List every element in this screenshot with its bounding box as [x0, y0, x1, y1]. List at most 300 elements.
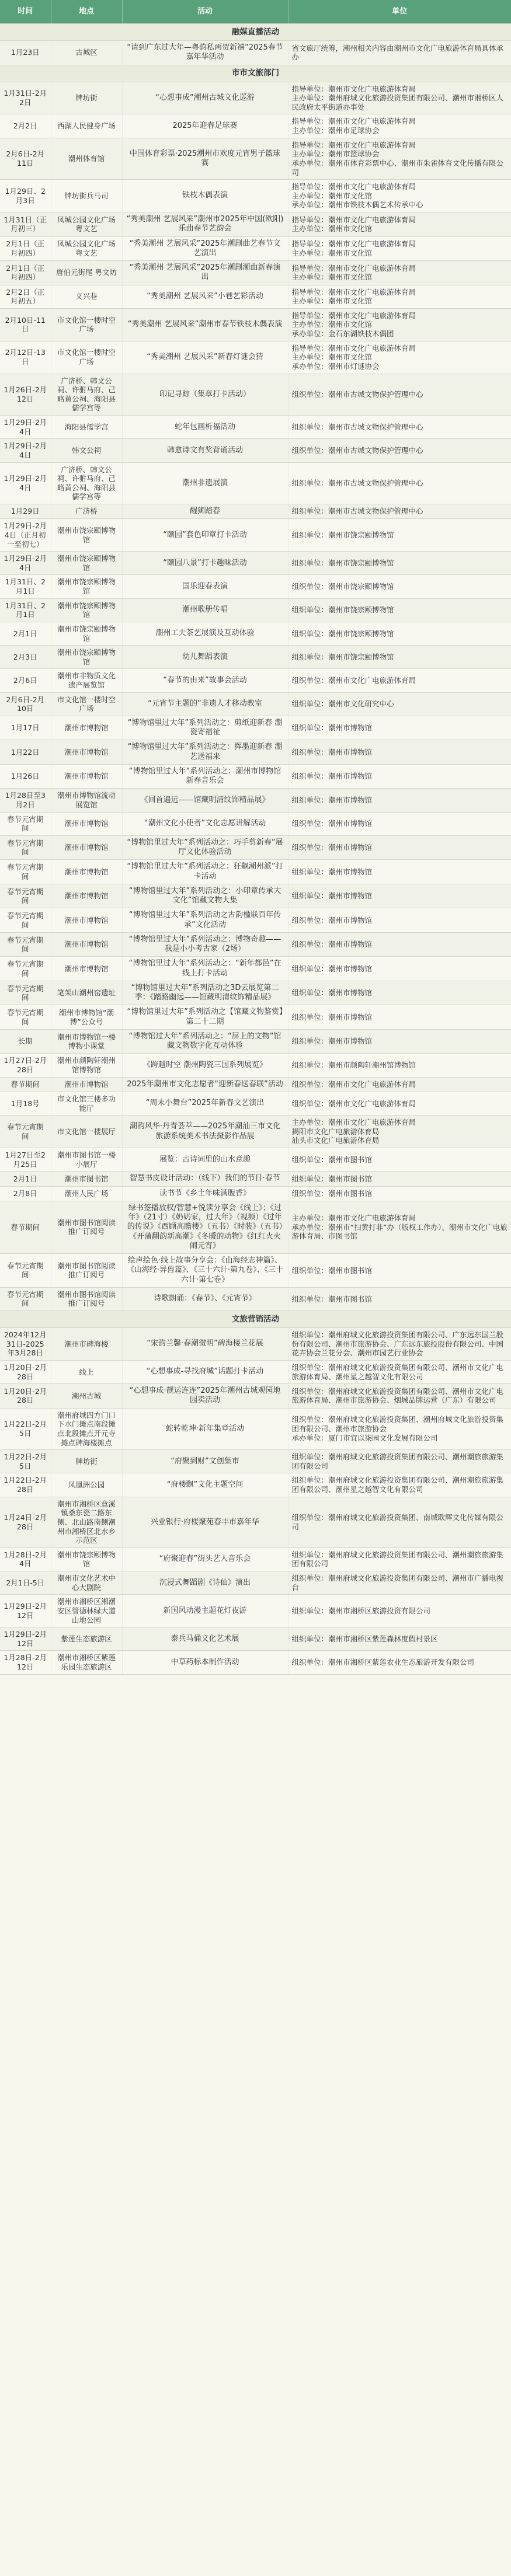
cell-event: 智慧书皮设计活动：（线下）我们的节日·春节 — [122, 1172, 288, 1186]
cell-place: 潮州市博物馆 — [51, 860, 122, 884]
cell-time: 1月27日-2月28日 — [0, 1054, 51, 1077]
cell-place: 潮州市颜陶轩潮州馆博物馆 — [51, 1054, 122, 1077]
cell-event: “秀美潮州 艺展风采”2025年潮剧曲艺春节文艺演出 — [122, 236, 288, 261]
cell-time: 1月31日（正月初三） — [0, 212, 51, 237]
table-row — [0, 82, 511, 114]
cell-event: 沉浸式舞蹈剧《诗仙》演出 — [122, 1571, 288, 1595]
cell-place: 潮州古城 — [51, 1384, 122, 1409]
table-row — [0, 908, 511, 933]
table-row — [0, 416, 511, 439]
cell-unit: 组织单位：潮州市文化广电旅游体育局 — [288, 1092, 511, 1115]
cell-event: “周末小舞台”2025年新春文艺演出 — [122, 1092, 288, 1115]
cell-place: 潮州市博物馆 — [51, 1077, 122, 1092]
table-row — [0, 1360, 511, 1383]
cell-place: 古城区 — [51, 41, 122, 65]
cell-place: 牌坊街 — [51, 82, 122, 114]
cell-event: 潮州工夫茶艺展演及互动体验 — [122, 622, 288, 645]
cell-time: 春节元宵期间 — [0, 812, 51, 835]
cell-time: 春节元宵期间 — [0, 835, 51, 860]
table-row — [0, 692, 511, 716]
cell-event: 2025年迎春足球赛 — [122, 114, 288, 138]
table-row — [0, 439, 511, 462]
cell-time: 1月31日-2月2日 — [0, 82, 51, 114]
section-header — [0, 1311, 511, 1328]
table-row — [0, 1186, 511, 1201]
cell-time: 2月1日 — [0, 622, 51, 645]
cell-time: 2月1日-5日 — [0, 1571, 51, 1595]
cell-event: “秀美潮州 艺展风采”新春灯谜会猜 — [122, 341, 288, 374]
cell-place: 韩文公祠 — [51, 439, 122, 462]
cell-place: 潮州市图书馆阅读推广订阅号 — [51, 1254, 122, 1288]
cell-unit: 指导单位：潮州市文化广电旅游体育局 主办单位：潮州市文化馆 — [288, 261, 511, 285]
table-row — [0, 1172, 511, 1186]
cell-unit: 组织单位：潮州市博物馆 — [288, 1005, 511, 1030]
table-row — [0, 1497, 511, 1547]
cell-time: 1月26日 — [0, 764, 51, 789]
table-row — [0, 1029, 511, 1054]
table-row — [0, 308, 511, 341]
cell-unit: 组织单位：潮州市文化广电旅游体育局 — [288, 669, 511, 692]
cell-time: 1月29日-2月4日 — [0, 462, 51, 504]
table-row — [0, 519, 511, 552]
cell-event: 中草药标本制作活动 — [122, 1651, 288, 1674]
cell-place: 潮州市博物馆 — [51, 835, 122, 860]
cell-unit: 组织单位：潮州市博物馆 — [288, 981, 511, 1005]
table-row — [0, 138, 511, 180]
table-row — [0, 236, 511, 261]
cell-place: 潮州市碑海楼 — [51, 1328, 122, 1361]
table-row — [0, 1148, 511, 1172]
cell-event: “博物馆里过大年”系列活动之：“新年都邑”在线上打卡活动 — [122, 957, 288, 981]
table-row — [0, 1651, 511, 1674]
cell-event: “颐园八景”打卡趣味活动 — [122, 552, 288, 575]
cell-time: 2月10日-11日 — [0, 308, 51, 341]
cell-unit: 组织单位：潮州市古城文物保护管理中心 — [288, 462, 511, 504]
cell-unit: 指导单位：潮州市文化广电旅游体育局 主办单位：潮州市足球协会 — [288, 114, 511, 138]
cell-event: 绘声绘色·线上故事分享会：《山海经志神篇》、《山海经·异兽篇》、《三十六计·第九卷》、《三十六计·第七卷》 — [122, 1254, 288, 1288]
cell-unit: 组织单位：潮州市博物馆 — [288, 812, 511, 835]
cell-place: 市文化馆一楼时空广场 — [51, 341, 122, 374]
cell-unit: 组织单位：潮州市文化研究中心 — [288, 692, 511, 716]
cell-place: 广济桥 — [51, 504, 122, 519]
cell-event: “秀美潮州 艺展风采”潮州市春节铁枝木偶表演 — [122, 308, 288, 341]
cell-place: 潮州市博物馆 — [51, 957, 122, 981]
table-row — [0, 1092, 511, 1115]
cell-time: 2月6日-2月10日 — [0, 692, 51, 716]
table-row — [0, 646, 511, 669]
cell-unit: 组织单位：潮州市图书馆 — [288, 1254, 511, 1288]
header-event: 活动 — [122, 0, 288, 24]
cell-unit: 组织单位：潮州市饶宗颐博物馆 — [288, 575, 511, 598]
cell-place: 市文化馆三楼多功能厅 — [51, 1092, 122, 1115]
table-row — [0, 812, 511, 835]
cell-unit: 组织单位：潮州市博物馆 — [288, 884, 511, 908]
cell-time: 1月29日-2月4日 — [0, 416, 51, 439]
table-row — [0, 180, 511, 212]
cell-time: 1月28日至3月2日 — [0, 789, 51, 812]
cell-place: 潮州市湘桥区湘潮安区管德林绿大道山地公园 — [51, 1595, 122, 1627]
cell-unit: 指导单位：潮州市文化广电旅游体育局 主办单位：潮州市文化馆 — [288, 236, 511, 261]
cell-unit: 组织单位：潮州府城文化旅游投资集团、潮州府城文化旅游投资集团有限公司、潮州市旅游协会 承办单位：厦门市宜以柒园文化发展有限公司 — [288, 1408, 511, 1450]
cell-unit: 组织单位：潮州府城文化旅游投资集团有限公司、潮州潮旅旅游集团有限公司 — [288, 1547, 511, 1571]
table-row — [0, 957, 511, 981]
cell-unit: 组织单位：潮州市饶宗颐博物馆 — [288, 598, 511, 622]
cell-place: 紫莲生态旅游区 — [51, 1627, 122, 1651]
cell-unit: 组织单位：潮州市湘桥区紫莲森林度假村景区 — [288, 1627, 511, 1651]
cell-time: 春节元宵期间 — [0, 1116, 51, 1148]
cell-event: 新国风动漫主题花灯夜游 — [122, 1595, 288, 1627]
cell-place: 潮州市博物馆 — [51, 740, 122, 765]
cell-time: 2月1日（正月初四） — [0, 261, 51, 285]
cell-unit: 组织单位：潮州市饶宗颐博物馆 — [288, 646, 511, 669]
cell-time: 长期 — [0, 1029, 51, 1054]
cell-place: 线上 — [51, 1360, 122, 1383]
table-row — [0, 1571, 511, 1595]
cell-event: “博物馆里过大年”系列活动之：挥墨迎新春 潮艺送福来 — [122, 740, 288, 765]
cell-unit: 指导单位：潮州市文化广电旅游体育局 主办单位：潮州市文化馆 承办单位：潮州市灯谜协会 — [288, 341, 511, 374]
cell-event: 潮州歌册传唱 — [122, 598, 288, 622]
cell-event: 潮韵风华·丹青荟萃——2025年潮汕三市文化旅游系统美术书法摄影作品展 — [122, 1116, 288, 1148]
cell-unit: 组织单位：潮州市博物馆 — [288, 835, 511, 860]
cell-time: 春节元宵期间 — [0, 1287, 51, 1310]
cell-unit: 组织单位：潮州市博物馆 — [288, 789, 511, 812]
cell-time: 1月29日-2月12日 — [0, 1627, 51, 1651]
cell-time: 1月29日-2月4日 — [0, 439, 51, 462]
cell-unit: 组织单位：潮州府城文化旅游投资集团有限公司、潮州市广播电视台 — [288, 1571, 511, 1595]
cell-place: 潮州市饶宗颐博物馆 — [51, 519, 122, 552]
cell-place: 潮州市湘桥区意溪镇桑东瓷二路东侧、北山路南侧潮州市湘桥区北水乡示范区 — [51, 1497, 122, 1547]
cell-unit: 组织单位：潮州府城文化旅游投资集团有限公司、潮州潮旅旅游集团有限公司 — [288, 1450, 511, 1473]
cell-time: 春节元宵期间 — [0, 1254, 51, 1288]
table-row — [0, 932, 511, 957]
cell-place: 潮州市饶宗颐博物馆 — [51, 646, 122, 669]
table-row — [0, 1408, 511, 1450]
cell-place: 潮州市博物馆一楼博物小课堂 — [51, 1029, 122, 1054]
cell-time: 1月28日-2月12日 — [0, 1651, 51, 1674]
table-row — [0, 1450, 511, 1473]
cell-place: 潮州市博物馆 — [51, 884, 122, 908]
cell-unit: 组织单位：潮州府城文化旅游投资集团有限公司、潮州潮旅旅游集团有限公司、潮州星之越智文化有限公司 — [288, 1473, 511, 1497]
cell-unit: 指导单位：潮州市文化广电旅游体育局 主办单位：潮州府城文化旅游投资集团有限公司、潮州市湘桥区人民政府太平街道办事处 — [288, 82, 511, 114]
table-row — [0, 1287, 511, 1310]
cell-place: 潮州市博物馆“潮博”公众号 — [51, 1005, 122, 1030]
cell-unit: 组织单位：潮州府城文化旅游投资集团有限公司、广东远东国兰股份有限公司、潮州市旅游协会、广东远东旅投股份有限公司、中国花卉协会兰花分会、潮州市园艺行业协会 — [288, 1328, 511, 1361]
cell-unit: 指导单位：潮州市文化广电旅游体育局 主办单位：潮州市文化馆 — [288, 212, 511, 237]
cell-place: 潮州市图书馆阅读推广订阅号 — [51, 1201, 122, 1253]
table-row — [0, 114, 511, 138]
table-row — [0, 212, 511, 237]
cell-place: 牌坊街兵马司 — [51, 180, 122, 212]
cell-place: 潮州市博物馆流动展览馆 — [51, 789, 122, 812]
cell-event: 韩愈诗文有奖背诵活动 — [122, 439, 288, 462]
cell-event: 醒狮踏春 — [122, 504, 288, 519]
section-header — [0, 65, 511, 82]
cell-time: 春节期间 — [0, 1201, 51, 1253]
cell-event: “博物馆里过大年”系列活动之：小印章传承大文化”馆藏文物大集 — [122, 884, 288, 908]
table-row — [0, 1384, 511, 1409]
cell-place: 潮州市图书馆阅读推广订阅号 — [51, 1287, 122, 1310]
cell-time: 1月29日-2月4日（正月初一至初七） — [0, 519, 51, 552]
table-row — [0, 860, 511, 884]
cell-time: 春节元宵期间 — [0, 1005, 51, 1030]
cell-event: “博物馆里过大年”系列活动之3D云展览第二季：《踏路幽远——馆藏明清纹饰精品展》 — [122, 981, 288, 1005]
cell-place: 广济桥、韩文公祠、许驸马府、己略黄公祠、海阳县儒学宫等 — [51, 374, 122, 416]
cell-time: 1月20日-2月28日 — [0, 1360, 51, 1383]
table-row — [0, 740, 511, 765]
cell-place: 潮州市非物质文化遗产展览馆 — [51, 669, 122, 692]
cell-unit: 组织单位：潮州市图书馆 — [288, 1148, 511, 1172]
cell-unit: 组织单位：潮州市博物馆 — [288, 860, 511, 884]
cell-place: 西湖人民健身广场 — [51, 114, 122, 138]
cell-unit: 组织单位：潮州市湘桥区旅游投资有限公司 — [288, 1595, 511, 1627]
cell-time: 1月29日 — [0, 504, 51, 519]
cell-unit: 组织单位：潮州市图书馆 — [288, 1287, 511, 1310]
cell-event: “博物馆过大年”系列活动之：“屏上的文物”馆藏文物数字化互动体验 — [122, 1029, 288, 1054]
cell-event: “府聚迎春”街头艺人音乐会 — [122, 1547, 288, 1571]
cell-event: “请到广东过大年—粤韵私两贺新禧”2025春节嘉年华活动 — [122, 41, 288, 65]
cell-unit: 主办单位：潮州市文化广电旅游体育局 承办单位：潮州市“扫黄打非”办（版权工作办）、潮州市文化广电旅游体育局、市图书馆 — [288, 1201, 511, 1253]
cell-time: 2月1日（正月初四） — [0, 236, 51, 261]
cell-place: 市文化馆一楼时空广场 — [51, 692, 122, 716]
cell-time: 1月17日 — [0, 716, 51, 740]
cell-event: 绿书签播放权/智慧+悦读分享会《线上》；《过年》（21寸）《奶奶家，过大年》（视频）《过年的传说》《西顾高瞻楼》（五书）《时装》（五书）《开蒲翻韵新高潮》《冬暖的动物》《红红火火闹元宵》 — [122, 1201, 288, 1253]
cell-unit: 组织单位：潮州市文化广电旅游体育局 — [288, 1077, 511, 1092]
cell-place: 潮州市博物馆 — [51, 908, 122, 933]
table-row — [0, 261, 511, 285]
cell-event: 国乐迎春表演 — [122, 575, 288, 598]
cell-place: 潮州市饶宗颐博物馆 — [51, 1547, 122, 1571]
cell-event: “潮州文化小使者”文化志愿讲解活动 — [122, 812, 288, 835]
cell-unit: 组织单位：潮州市博物馆 — [288, 740, 511, 765]
cell-event: “博物馆里过大年”系列活动之：狂飙潮州派”打卡活动 — [122, 860, 288, 884]
cell-time: 1月28日-2月4日 — [0, 1547, 51, 1571]
cell-place: 潮州市饶宗颐博物馆 — [51, 622, 122, 645]
cell-time: 1月18号 — [0, 1092, 51, 1115]
table-row — [0, 1077, 511, 1092]
cell-time: 2月2日（正月初五） — [0, 285, 51, 308]
table-row — [0, 374, 511, 416]
cell-unit: 组织单位：潮州市饶宗颐博物馆 — [288, 622, 511, 645]
table-row — [0, 552, 511, 575]
cell-event: “府聚到财”文创集市 — [122, 1450, 288, 1473]
cell-time: 春节期间 — [0, 1077, 51, 1092]
cell-place: 凤城公园文化广场 粤文艺 — [51, 212, 122, 237]
cell-event: 《回首遍远——馆藏明清纹饰精品展》 — [122, 789, 288, 812]
table-row — [0, 669, 511, 692]
cell-unit: 组织单位：潮州市古城文物保护管理中心 — [288, 416, 511, 439]
cell-place: 潮州府城四方门口下水门摊点南段摊点北段摊点开元寺摊点碑海楼摊点 — [51, 1408, 122, 1450]
table-row — [0, 1254, 511, 1288]
cell-unit: 组织单位：潮州市图书馆 — [288, 1172, 511, 1186]
cell-place: 凤城公园文化广场 粤文艺 — [51, 236, 122, 261]
cell-place: 潮州市博物馆 — [51, 764, 122, 789]
cell-unit: 指导单位：潮州市文化广电旅游体育局 主办单位：潮州市文化馆 承办单位：潮州市铁枝木偶艺术传承中心 — [288, 180, 511, 212]
table-header — [0, 0, 511, 24]
table-row — [0, 1328, 511, 1361]
cell-place: 潮州人民广场 — [51, 1186, 122, 1201]
cell-event: “博物馆里过大年”系列活动之【馆藏文物鉴赏】第二十二期 — [122, 1005, 288, 1030]
table-row — [0, 1005, 511, 1030]
cell-event: 印记寻踪（集章打卡活动） — [122, 374, 288, 416]
cell-event: “博物馆里过大年”系列活动之：博物奇趣——我是小小考古家（2场） — [122, 932, 288, 957]
table-row — [0, 1595, 511, 1627]
cell-time: 2月8日 — [0, 1186, 51, 1201]
table-row — [0, 981, 511, 1005]
cell-unit: 主办单位：潮州市文化广电旅游体育局 揭阳市文化广电旅游体育局 汕头市文化广电旅游体育局 — [288, 1116, 511, 1148]
cell-unit: 指导单位：潮州市文化广电旅游体育局 主办单位：潮州市篮球协会 承办单位：潮州市体育彩票中心、潮州市朱雀体育文化传播有限公司 — [288, 138, 511, 180]
section-title: 融媒直播活动 — [0, 24, 511, 41]
cell-event: “秀美潮州 艺展风采”2025年潮剧潮曲新春演出 — [122, 261, 288, 285]
cell-event: 蛇年包画析福活动 — [122, 416, 288, 439]
cell-time: 2月3日 — [0, 646, 51, 669]
cell-time: 春节元宵期间 — [0, 908, 51, 933]
cell-place: 海阳县儒学宫 — [51, 416, 122, 439]
cell-time: 1月22日-2月5日 — [0, 1408, 51, 1450]
cell-time: 1月22日-2月28日 — [0, 1473, 51, 1497]
table-row — [0, 835, 511, 860]
cell-event: 《跨越时空 潮州陶瓷三国系列展览》 — [122, 1054, 288, 1077]
cell-event: “博物馆里过大年”系列活动之：巧手剪新春”展厅文化体验活动 — [122, 835, 288, 860]
cell-place: 市文化馆一楼时空广场 — [51, 308, 122, 341]
cell-place: 市文化馆一楼展厅 — [51, 1116, 122, 1148]
cell-time: 2月2日 — [0, 114, 51, 138]
table-row — [0, 764, 511, 789]
cell-time: 1月24日-2月28日 — [0, 1497, 51, 1547]
cell-place: 广济桥、韩文公祠、许驸马府、己略黄公祠、海阳县儒学宫等 — [51, 462, 122, 504]
cell-time: 1月29日、2月3日 — [0, 180, 51, 212]
cell-time: 1月27日至2月25日 — [0, 1148, 51, 1172]
cell-event: “秀美潮州 艺展风采”潮州市2025年中国(欧阳)乐曲春节艺韵会 — [122, 212, 288, 237]
cell-event: “博物馆里过大年”系列活动之古韵楹联百年传承”文化活动 — [122, 908, 288, 933]
cell-place: 潮州市文化艺术中心大剧院 — [51, 1571, 122, 1595]
table-row — [0, 1116, 511, 1148]
cell-time: 春节元宵期间 — [0, 860, 51, 884]
cell-place: 义兴巷 — [51, 285, 122, 308]
cell-unit: 组织单位：潮州市博物馆 — [288, 716, 511, 740]
cell-unit: 省文旅厅统筹，潮州相关内容由潮州市文化广电旅游体育局具体承办 — [288, 41, 511, 65]
cell-event: 2025年潮州市文化志愿者“迎新春送春联”活动 — [122, 1077, 288, 1092]
cell-time: 1月22日 — [0, 740, 51, 765]
cell-event: “宋韵兰馨·春潮微明”碑海楼兰花展 — [122, 1328, 288, 1361]
table-row — [0, 1054, 511, 1077]
table-row — [0, 341, 511, 374]
cell-unit: 组织单位：潮州府城文化旅游投资集团有限公司、潮州市文化广电旅游体育局、潮州市旅游协会、烟城品牌运营（广东）有限公司 — [288, 1384, 511, 1409]
cell-place: 潮州市图书馆一楼小展厅 — [51, 1148, 122, 1172]
table-row — [0, 1627, 511, 1651]
table-row — [0, 716, 511, 740]
table-row — [0, 1473, 511, 1497]
cell-unit: 指导单位：潮州市文化广电旅游体育局 主办单位：潮州市文化馆 承办单位：金石东湖铁枝木偶团 — [288, 308, 511, 341]
cell-event: “心想事成·靓运连连”2025年潮州古城观园地园卖活动 — [122, 1384, 288, 1409]
cell-unit: 组织单位：潮州市饶宗颐博物馆 — [288, 519, 511, 552]
cell-event: “秀美潮州 艺展风采”小巷艺彩活动 — [122, 285, 288, 308]
table-row — [0, 622, 511, 645]
table-row — [0, 1201, 511, 1253]
table-row — [0, 41, 511, 65]
cell-time: 2月6日 — [0, 669, 51, 692]
table-row — [0, 575, 511, 598]
table-row — [0, 504, 511, 519]
cell-unit: 组织单位：潮州市古城文物保护管理中心 — [288, 439, 511, 462]
cell-unit: 组织单位：潮州府城文化旅游投资集团有限公司、潮州市文化广电旅游体育局、潮州星之越智文化有限公司 — [288, 1360, 511, 1383]
cell-place: 潮州市饶宗颐博物馆 — [51, 598, 122, 622]
cell-event: 蛇转乾坤·新年集章活动 — [122, 1408, 288, 1450]
cell-place: 潮州市博物馆 — [51, 812, 122, 835]
cell-event: “府楼飘”文化主题空间 — [122, 1473, 288, 1497]
table-body — [0, 24, 511, 1675]
cell-place: 唐伯元街尾 粤文坊 — [51, 261, 122, 285]
cell-event: 铁枝木偶表演 — [122, 180, 288, 212]
cell-unit: 组织单位：潮州市湘桥区紫莲农业生态旅游开发有限公司 — [288, 1651, 511, 1674]
cell-time: 1月22日-2月5日 — [0, 1450, 51, 1473]
cell-unit: 组织单位：潮州市颜陶轩潮州馆博物馆 — [288, 1054, 511, 1077]
table-row — [0, 1547, 511, 1571]
cell-time: 1月29日-2月4日 — [0, 552, 51, 575]
cell-time: 1月29日-2月12日 — [0, 1595, 51, 1627]
cell-event: 展览：古诗词里的山水意趣 — [122, 1148, 288, 1172]
cell-time: 2月1日 — [0, 1172, 51, 1186]
cell-unit: 组织单位：潮州府城文化旅游投资集团、南城欧辉文化传媒有限公司 — [288, 1497, 511, 1547]
header-time: 时间 — [0, 0, 51, 24]
cell-event: “颐园”套色印章打卡活动 — [122, 519, 288, 552]
table-row — [0, 285, 511, 308]
cell-place: 潮州市博物馆 — [51, 932, 122, 957]
table-row — [0, 598, 511, 622]
cell-place: 潮州市湘桥区紫莲乐园生态旅游区 — [51, 1651, 122, 1674]
cell-time: 1月31日、2月1日 — [0, 598, 51, 622]
header-unit: 单位 — [288, 0, 511, 24]
section-title: 市市文旅部门 — [0, 65, 511, 82]
cell-event: “博物馆里过大年”系列活动之：潮州市博物馆新春音乐会 — [122, 764, 288, 789]
cell-event: 兴业银行·府楼聚苑春丰市嘉年华 — [122, 1497, 288, 1547]
cell-place: 潮州市博物馆 — [51, 716, 122, 740]
cell-time: 1月26日-2月12日 — [0, 374, 51, 416]
header-place: 地点 — [51, 0, 122, 24]
cell-time: 1月31日、2月1日 — [0, 575, 51, 598]
section-header — [0, 24, 511, 41]
cell-unit: 组织单位：潮州市古城文物保护管理中心 — [288, 504, 511, 519]
table-row — [0, 789, 511, 812]
cell-event: 幼儿舞蹈表演 — [122, 646, 288, 669]
table-row — [0, 462, 511, 504]
cell-event: “春节的由来”故事会活动 — [122, 669, 288, 692]
cell-time: 2月12日-13日 — [0, 341, 51, 374]
cell-place: 潮州市图书馆 — [51, 1172, 122, 1186]
cell-event: “元宵节主题的”非遗人才移动教室 — [122, 692, 288, 716]
cell-time: 2月6日-2月11日 — [0, 138, 51, 180]
cell-place: 潮州市饶宗颐博物馆 — [51, 552, 122, 575]
cell-time: 1月23日 — [0, 41, 51, 65]
cell-event: “心想事成”潮州古城文化巡游 — [122, 82, 288, 114]
cell-time: 春节元宵期间 — [0, 957, 51, 981]
cell-event: “博物馆里过大年”系列活动之：剪纸迎新春 潮瓷寄福祉 — [122, 716, 288, 740]
cell-unit: 组织单位：潮州市博物馆 — [288, 932, 511, 957]
cell-event: 泰兵马俑文化艺术展 — [122, 1627, 288, 1651]
cell-event: 潮州非遗展演 — [122, 462, 288, 504]
cell-time: 2024年12月31日-2025年3月28日 — [0, 1328, 51, 1361]
cell-unit: 指导单位：潮州市文化广电旅游体育局 主办单位：潮州市文化馆 — [288, 285, 511, 308]
cell-place: 潮州市饶宗颐博物馆 — [51, 575, 122, 598]
cell-event: 读书节《乡土年味满腹香》 — [122, 1186, 288, 1201]
cell-unit: 组织单位：潮州市博物馆 — [288, 764, 511, 789]
cell-unit: 组织单位：潮州市博物馆 — [288, 1029, 511, 1054]
cell-unit: 组织单位：潮州市博物馆 — [288, 957, 511, 981]
cell-place: 牌坊街 — [51, 1450, 122, 1473]
cell-time: 春节元宵期间 — [0, 981, 51, 1005]
cell-event: “心想事成-寻找府城”话题打卡活动 — [122, 1360, 288, 1383]
cell-unit: 组织单位：潮州市古城文物保护管理中心 — [288, 374, 511, 416]
cell-unit: 组织单位：潮州市图书馆 — [288, 1186, 511, 1201]
